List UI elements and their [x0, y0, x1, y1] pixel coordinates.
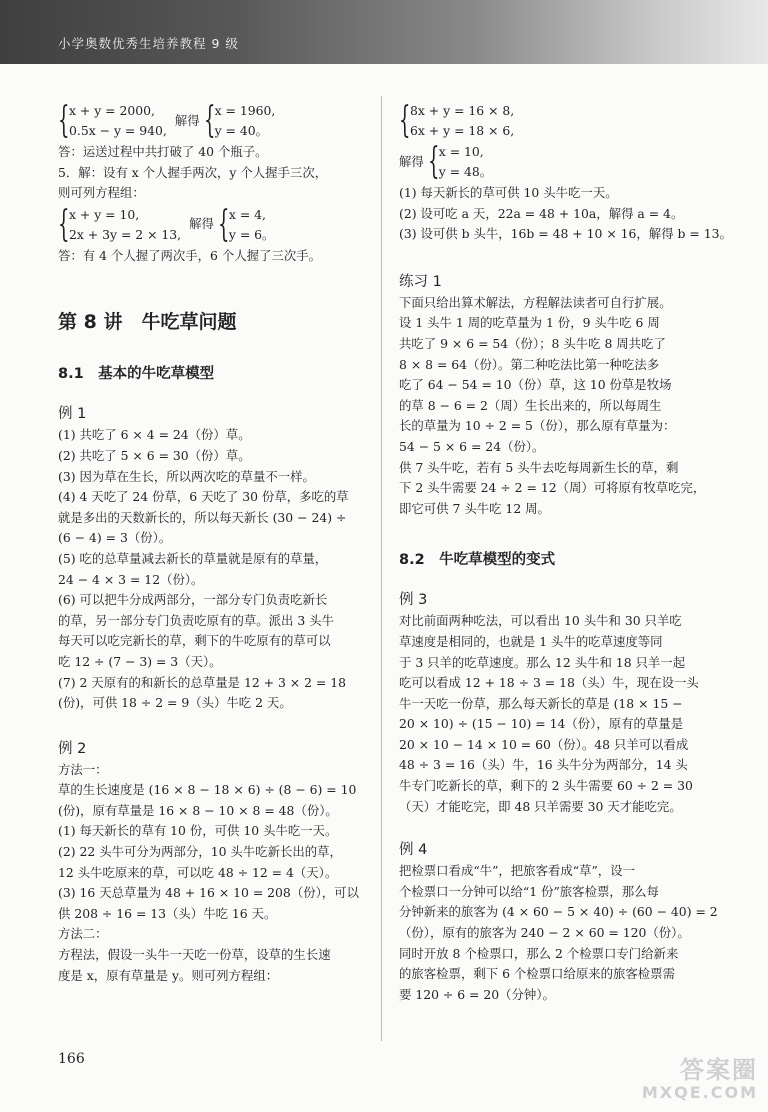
text-line: 24 − 4 × 3 = 12（份）。 — [58, 571, 204, 587]
answer-line: 答：有 4 个人握了两次手，6 个人握了三次手。 — [58, 247, 322, 263]
text-line: 8 × 8 = 64（份）。第二种吃法比第一种吃法多 — [399, 356, 660, 372]
equation: 6x + y = 18 × 6, — [410, 123, 515, 138]
page-number: 166 — [58, 1051, 85, 1067]
solution: x = 1960, — [214, 103, 276, 118]
text-line: (份)，原有草量是 16 × 8 − 10 × 8 = 48（份）。 — [58, 802, 338, 818]
text-line: 20 × 10 − 14 × 10 = 60（份）。48 只羊可以看成 — [399, 736, 689, 752]
text-line: (2) 共吃了 5 × 6 = 30（份）草。 — [58, 447, 251, 463]
practice-1-title: 练习 1 — [399, 273, 442, 290]
solution: x = 10, — [438, 144, 484, 159]
brace: { — [217, 203, 230, 245]
text-line: 方法一： — [58, 761, 108, 777]
text-line: （份），原有的旅客为 240 − 2 × 60 = 120（份）。 — [399, 925, 690, 941]
text-line: 于 3 只羊的吃草速度。那么 12 头牛和 18 只羊一起 — [399, 654, 686, 670]
equation-system-1 — [58, 101, 376, 141]
example-4-title: 例 4 — [399, 842, 428, 859]
text-line: 吃 12 ÷ (7 − 3) = 3（天）。 — [58, 653, 222, 669]
watermark-logo — [626, 1056, 758, 1104]
text-line: 的旅客检票，剩下 6 个检票口给原来的旅客检票需 — [399, 966, 675, 982]
text-line: (份)，可供 18 ÷ 2 = 9（头）牛吃 2 天。 — [58, 695, 292, 711]
solution: x = 4, — [228, 206, 266, 222]
equation: x + y = 2000, — [69, 103, 155, 118]
page-header — [0, 0, 768, 64]
example-3-body — [399, 611, 719, 817]
equation-system-3 — [399, 101, 719, 141]
answer-line: 答：运送过程中共打破了 40 个瓶子。 — [58, 144, 268, 159]
question-5-line: 则可列方程组： — [58, 185, 145, 201]
brace: { — [427, 141, 440, 182]
right-column — [399, 100, 732, 1005]
text-line: 草速度是相同的，也就是 1 头牛的吃草速度等同 — [399, 633, 663, 649]
solve-label: 解得 — [174, 112, 200, 128]
text-line: 分钟新来的旅客为 (4 × 60 − 5 × 40) ÷ (60 − 40) = 2 — [399, 904, 718, 920]
brace: { — [58, 100, 70, 141]
text-line: 下 2 头牛需要 24 ÷ 2 = 12（周）可将原有牧草吃完， — [399, 480, 706, 496]
text-line: (2) 22 头牛可分为两部分，10 头牛吃新长出的草， — [58, 844, 342, 860]
text-line: 要 120 ÷ 6 = 20（分钟）。 — [399, 986, 555, 1002]
text-line: (6 − 4) = 3（份）。 — [58, 530, 172, 546]
brace: { — [203, 100, 216, 141]
brace: { — [399, 100, 411, 141]
text-line: (5) 吃的总草量减去新长的草量就是原有的草量， — [58, 550, 328, 566]
text-line: 的草 8 − 6 = 2（周）生长出来的，所以每周生 — [399, 397, 662, 413]
text-line: 的草，另一部分专门负责吃原有的草。派出 3 头牛 — [58, 612, 334, 628]
text-line: 长的草量为 10 ÷ 2 = 5（份），那么原有草量为： — [399, 418, 676, 434]
text-line: (7) 2 天原有的和新长的总草量是 12 + 3 × 2 = 18 — [58, 674, 347, 690]
text-line: 下面只给出算术解法，方程解法读者可自行扩展。 — [399, 294, 672, 310]
solve-label: 解得 — [189, 216, 214, 232]
text-line: 吃了 64 − 54 = 10（份）草，这 10 份草是牧场 — [399, 377, 672, 393]
text-line: 个检票口一分钟可以给“1 份”旅客检票，那么每 — [399, 883, 659, 899]
example-3-title: 例 3 — [399, 592, 428, 609]
text-line: 12 头牛吃原来的草，可以吃 48 ÷ 12 = 4（天）。 — [58, 864, 338, 880]
text-line: 把检票口看成“牛”，把旅客看成“草”，设一 — [399, 863, 635, 879]
text-line: 48 ÷ 3 = 16（头）牛，16 头牛分为两部分，14 头 — [399, 757, 688, 773]
solution: y = 40。 — [214, 123, 269, 138]
text-line: 同时开放 8 个检票口，那么 2 个检票口专门给新来 — [399, 945, 679, 961]
solution: y = 48。 — [438, 164, 493, 179]
left-column — [58, 100, 376, 986]
text-line: 每天可以吃完新长的草，剩下的牛吃原有的草可以 — [58, 633, 331, 649]
text-line: (4) 4 天吃了 24 份草，6 天吃了 30 份草，多吃的草 — [58, 489, 349, 505]
text-line: 供 208 ÷ 16 = 13（头）牛吃 16 天。 — [58, 905, 277, 921]
equation: 0.5x − y = 940, — [69, 123, 167, 138]
text-line: (3) 因为草在生长，所以两次吃的草量不一样。 — [58, 468, 315, 484]
solution: y = 6。 — [228, 226, 275, 242]
watermark-text: 答案圈 — [680, 1056, 758, 1084]
section-title: 8.2 牛吃草模型的变式 — [399, 552, 556, 569]
equation: x + y = 10, — [69, 206, 140, 222]
text-line: 就是多出的天数新长的，所以每天新长 (30 − 24) ÷ — [58, 509, 347, 525]
text-line: （天）才能吃完，即 48 只羊需要 30 天才能吃完。 — [399, 798, 682, 814]
practice-1-body — [399, 293, 719, 520]
text-line: (1) 每天新长的草可供 10 头牛吃一天。 — [399, 185, 618, 200]
text-line: 设 1 头牛 1 周的吃草量为 1 份，9 头牛吃 6 周 — [399, 315, 660, 331]
example-2-title: 例 2 — [58, 740, 87, 757]
text-line: (2) 设可吃 a 天，22a = 48 + 10a，解得 a = 4。 — [399, 205, 684, 221]
text-line: 20 × 10) ÷ (15 − 10) = 14（份），原有的草量是 — [399, 716, 684, 732]
text-line: 54 − 5 × 6 = 24（份）。 — [399, 438, 545, 454]
equation: 2x + 3y = 2 × 13, — [69, 226, 182, 242]
text-line: (6) 可以把牛分成两部分，一部分专门负责吃新长 — [58, 592, 328, 608]
example-2-body — [58, 760, 376, 987]
solve-label: 解得 — [399, 153, 424, 169]
example-4-body — [399, 861, 719, 1005]
question-5-line: 5．解：设有 x 个人握手两次，y 个人握手三次， — [58, 164, 328, 180]
watermark-url: MXQE.COM — [641, 1083, 758, 1102]
text-line: 吃可以看成 12 + 18 ÷ 3 = 18（头）牛，现在设一头 — [399, 675, 699, 691]
text-line: 对比前面两种吃法，可以看出 10 头牛和 30 只羊吃 — [399, 613, 682, 629]
text-line: 即它可供 7 头牛吃 12 周。 — [399, 500, 550, 516]
text-line: (3) 设可供 b 头牛，16b = 48 + 10 × 16，解得 b = 13。 — [399, 226, 732, 242]
text-line: (1) 共吃了 6 × 4 = 24（份）草。 — [58, 427, 251, 443]
equation-system-2 — [58, 205, 376, 245]
text-line: 牛一天吃一份草，那么每天新长的草是 (18 × 15 − — [399, 695, 683, 711]
book-title: 小学奥数优秀生培养教程 9 级 — [58, 36, 239, 51]
brace: { — [58, 203, 70, 245]
text-line: 供 7 头牛吃，若有 5 头牛去吃每周新生长的草，剩 — [399, 459, 679, 475]
text-line: 度是 x，原有草量是 y。则可列方程组： — [58, 967, 279, 983]
text-line: 方程法，假设一头牛一天吃一份草，设草的生长速 — [58, 947, 331, 963]
chapter-title: 第 8 讲 牛吃草问题 — [58, 311, 237, 334]
text-line: 牛专门吃新长的草，剩下的 2 头牛需要 60 ÷ 2 = 30 — [399, 778, 693, 794]
column-divider — [381, 96, 382, 1041]
section-title: 8.1 基本的牛吃草模型 — [58, 366, 215, 383]
text-line: 共吃了 9 × 6 = 54（份）；8 头牛吃 8 周共吃了 — [399, 335, 666, 351]
example-1-title: 例 1 — [58, 406, 87, 423]
equation: 8x + y = 16 × 8, — [410, 103, 515, 118]
equation-system-4 — [399, 142, 719, 182]
text-line: 草的生长速度是 (16 × 8 − 18 × 6) ÷ (8 − 6) = 10 — [58, 782, 357, 798]
text-line: (1) 每天新长的草有 10 份，可供 10 头牛吃一天。 — [58, 823, 338, 839]
text-line: 方法二： — [58, 926, 108, 942]
text-line: (3) 16 天总草量为 48 + 16 × 10 = 208（份），可以 — [58, 885, 359, 901]
example-1-body — [58, 425, 376, 713]
